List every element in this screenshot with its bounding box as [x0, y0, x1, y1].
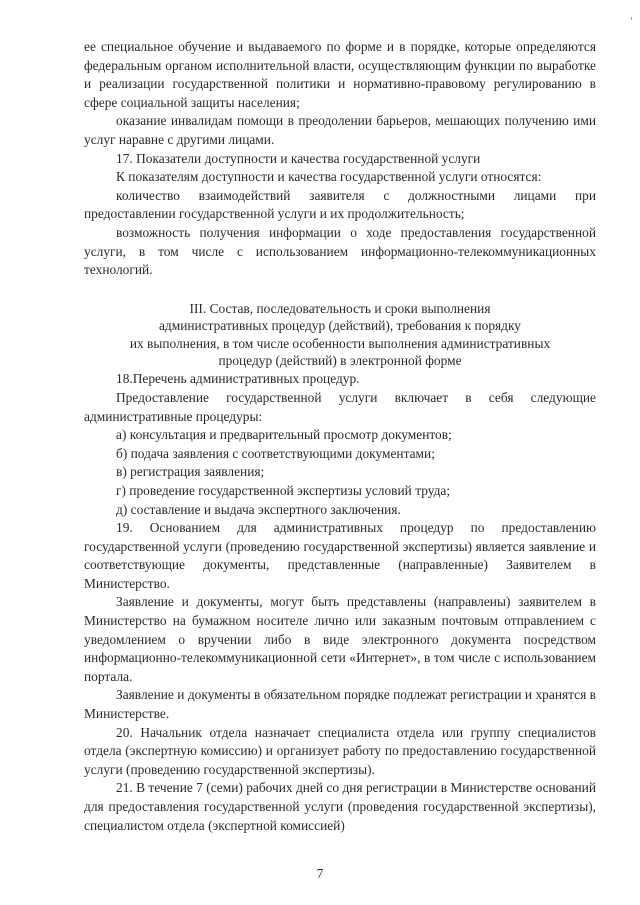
paragraph: 20. Начальник отдела назначает специалиста отдела или группу специалистов отдела (экспертную комиссию) и организует работу по предоставлению государственной услуги (проведению государственной экспертизы). — [84, 724, 596, 777]
section-title-line: их выполнения, в том числе особенности выполнения административных — [129, 335, 551, 351]
paragraph: количество взаимодействий заявителя с должностными лицами при предоставлении государственной услуги и их продолжительность; — [84, 187, 596, 222]
list-item: г) проведение государственной экспертизы условий труда; — [116, 482, 451, 498]
paragraph: 19. Основанием для административных процедур по предоставлению государственной услуги (проведению государственной экспертизы) является заявление и соответствующие документы, представленные (направленные) Заявителем в Министерство. — [84, 520, 596, 591]
section-title-line: процедур (действий) в электронной форме — [218, 352, 462, 368]
document-body — [84, 38, 596, 835]
paragraph: ее специальное обучение и выдаваемого по форме и в порядке, которые определяются федеральным органом исполнительной власти, осуществляющим функции по выработке и реализации государственной политики и нормативно-правовому регулированию в сфере социальной защиты населения; — [84, 39, 596, 110]
paragraph: 21. В течение 7 (семи) рабочих дней со дня регистрации в Министерстве оснований для предоставления государственной услуги (проведения государственной экспертизы), специалистом отдела (экспертной комиссией) — [84, 780, 596, 833]
paragraph-heading-17: 17. Показатели доступности и качества государственной услуги — [116, 150, 481, 166]
section-title-line: III. Состав, последовательность и сроки выполнения — [189, 300, 491, 316]
list-item: в) регистрация заявления; — [116, 464, 265, 480]
section-title — [84, 300, 596, 370]
paragraph: Заявление и документы, могут быть представлены (направлены) заявителем в Министерство на бумажном носителе лично или заказным почтовым отправлением с уведомлением о вручении либо в виде электронного документа посредством информационно-телекоммуникационной сети «Интернет», в том числе с использованием портала. — [84, 594, 596, 684]
page-number: 7 — [316, 866, 324, 881]
paragraph: К показателям доступности и качества государственной услуги относятся: — [116, 169, 542, 185]
paragraph-heading-18: 18.Перечень административных процедур. — [116, 371, 360, 387]
paragraph: Предоставление государственной услуги включает в себя следующие административные процедуры: — [84, 389, 596, 424]
spacer — [84, 280, 596, 290]
list-item: а) консультация и предварительный просмотр документов; — [116, 427, 452, 443]
list-item: д) составление и выдача экспертного заключения. — [116, 501, 401, 517]
paragraph: возможность получения информации о ходе предоставления государственной услуги, в том числе с использованием информационно-телекоммуникационных технологий. — [84, 224, 596, 278]
list-item: б) подача заявления с соответствующими документами; — [116, 445, 435, 461]
scan-mark — [631, 17, 632, 20]
section-title-line: административных процедур (действий), требования к порядку — [158, 318, 522, 334]
paragraph: Заявление и документы в обязательном порядке подлежат регистрации и хранятся в Министерстве. — [84, 687, 596, 722]
paragraph: оказание инвалидам помощи в преодолении барьеров, мешающих получению ими услуг наравне с другими лицами. — [84, 113, 596, 147]
